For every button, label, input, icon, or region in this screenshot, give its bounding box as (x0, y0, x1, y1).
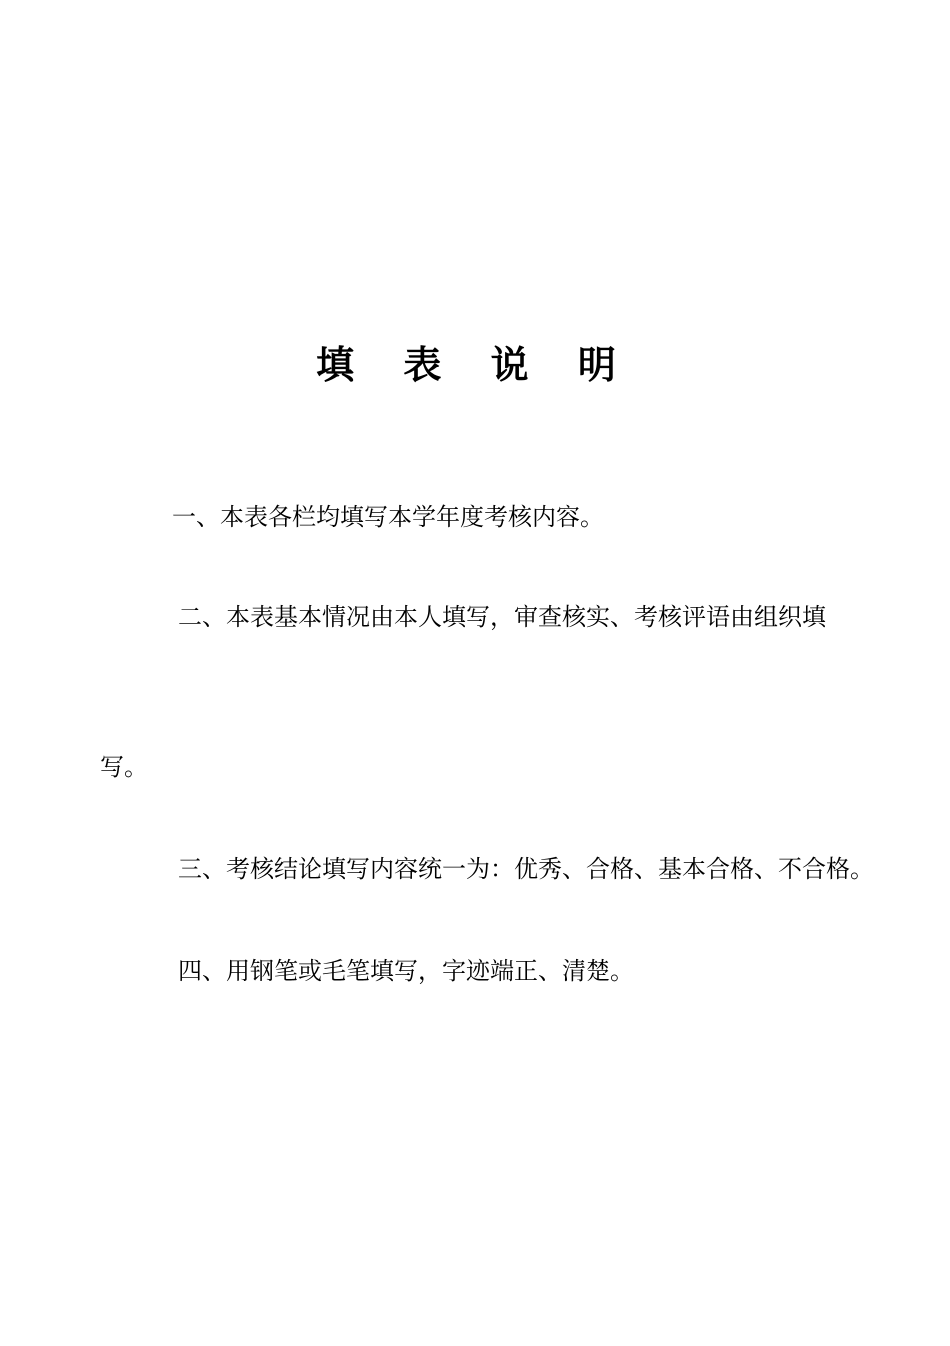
page-title: 填 表 说 明 (316, 343, 634, 387)
instruction-item-2-continued: 写。 (100, 753, 148, 781)
instruction-item-2: 二、本表基本情况由本人填写，审查核实、考核评语由组织填 (178, 603, 826, 631)
instruction-item-1: 一、本表各栏均填写本学年度考核内容。 (172, 503, 604, 531)
instruction-item-4: 四、用钢笔或毛笔填写，字迹端正、清楚。 (178, 957, 634, 985)
instruction-item-3: 三、考核结论填写内容统一为：优秀、合格、基本合格、不合格。 (178, 855, 874, 883)
